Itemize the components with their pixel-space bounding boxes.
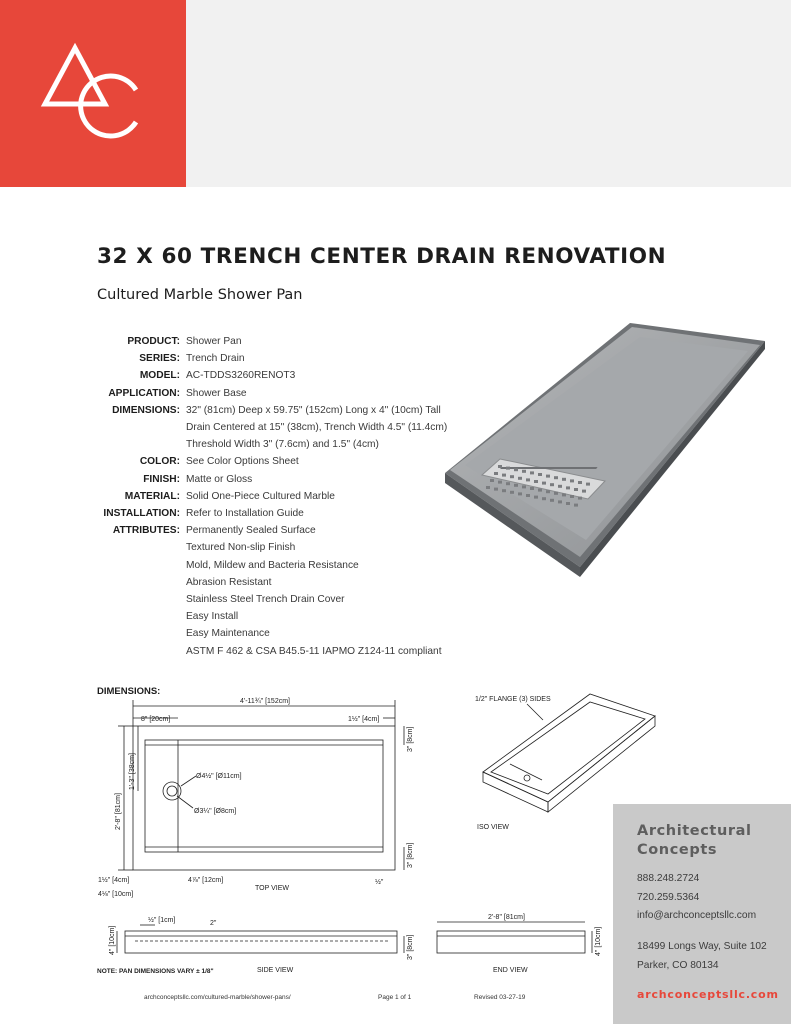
drain-slot [550,483,554,486]
dim-bottom-left-2: 4⅛" [10cm] [98,891,134,898]
spec-label: MATERIAL: [124,490,180,502]
drain-slot [502,489,506,492]
side-dim-top: ½" [1cm] [148,917,176,924]
email-link[interactable]: info@archconceptsllc.com [637,910,757,921]
drain-slot [542,497,546,500]
end-dim-height: 4" [10cm] [595,926,602,956]
drain-slot [498,481,502,484]
drain-slot [562,493,566,496]
drain-slot [530,471,534,474]
drain-slot [490,479,494,482]
drain-slot [498,465,502,468]
drain-slot [510,491,514,494]
phone-2[interactable]: 720.259.5364 [637,891,700,903]
spec-label: INSTALLATION: [103,508,180,520]
footer-revised: Revised 03-27-19 [474,994,526,1001]
spec-value: Permanently Sealed Surface Textured Non-slip Finish Mold, Mildew and Bacteria Resistance Abrasion Resistant Stainless Steel Trench Drain Cover Easy Install Easy Maintenance ASTM F 462 & CSA B45.5-11 IAPMO Z124-11 compliant [186,525,442,657]
side-dim-right: 3" [8cm] [407,934,414,960]
side-view-caption: SIDE VIEW [257,967,294,974]
iso-flange-note: 1/2" FLANGE (3) SIDES [475,696,551,703]
iso-view-outline [483,694,655,802]
dimensions-heading: DIMENSIONS: [97,686,161,697]
spec-label: PRODUCT: [127,336,180,347]
drain-slot [518,492,522,495]
spec-value: Matte or Gloss [186,473,253,485]
dim-overall-length: 4'-11¾" [152cm] [240,698,290,705]
spec-label: APPLICATION: [108,387,180,399]
spec-label: COLOR: [139,456,180,468]
drain-slot [522,485,526,488]
end-view-outline [437,931,585,953]
drain-slot [534,480,538,483]
drain-slot [550,499,554,502]
drain-slot [538,473,542,476]
drain-slot [586,483,590,486]
side-view-outline [125,931,397,953]
dim-drain-outer: Ø4½" [Ø11cm] [196,773,242,780]
drain-slot [510,475,514,478]
drain-slot [558,500,562,503]
dim-drain-center: 1'-3" [38cm] [129,753,136,790]
footer-page: Page 1 of 1 [378,994,412,1001]
drain-slot [486,486,490,489]
dim-left-offset: 8" [20cm] [141,716,171,723]
drain-slot [570,495,574,498]
drain-slot [494,488,498,491]
website-link[interactable]: archconceptsllc.com [637,988,779,1001]
page-subtitle: Cultured Marble Shower Pan [97,287,303,303]
contact-panel [613,804,791,1024]
ac-logo-mark [0,0,186,187]
spec-value: Trench Drain [186,353,245,365]
spec-value: Shower Base [186,387,247,399]
dim-bottom-left-1: 1½" [4cm] [98,877,130,884]
drain-slot [546,490,550,493]
dim-top-threshold: 3" [8cm] [407,726,414,752]
end-dim-width: 2'-8" [81cm] [488,914,525,921]
spec-label: SERIES: [139,353,180,365]
drain-slot [554,476,558,479]
spec-value: See Color Options Sheet [186,456,299,468]
drain-slot [566,486,570,489]
top-view-outline [133,726,395,870]
drain-slot [518,477,522,480]
drain-slot [494,472,498,475]
spec-value: Shower Pan [186,336,242,347]
iso-view-caption: ISO VIEW [477,824,509,831]
drain-slot [570,479,574,482]
drain-slot [506,482,510,485]
drain-slot [574,504,578,507]
drain-slot [526,478,530,481]
drain-slot [522,470,526,473]
spec-label: FINISH: [143,473,180,485]
end-view-caption: END VIEW [493,967,528,974]
dim-drain-inner: Ø3¼" [Ø8cm] [194,808,237,815]
contact-info [637,870,756,926]
drain-slot [514,468,518,471]
product-image [440,315,770,580]
dim-bottom-threshold: 3" [8cm] [407,842,414,868]
drain-slot [542,482,546,485]
spec-value: AC-TDDS3260RENOT3 [186,370,296,382]
side-dim-slope: 2" [210,920,217,927]
drain-slot [502,474,506,477]
logo [0,0,186,187]
footer-url[interactable]: archconceptsllc.com/cultured-marble/shower-pans/ [144,994,291,1001]
dim-bottom-right: ½" [375,879,384,886]
drain-slot [578,497,582,500]
company-name: Architectural Concepts [637,823,752,858]
spec-label: ATTRIBUTES: [112,525,180,537]
spec-label: DIMENSIONS: [112,404,180,416]
phone-1[interactable]: 888.248.2724 [637,873,700,884]
dim-overall-depth: 2'-8" [81cm] [115,793,122,830]
drain-slot [530,487,534,490]
drain-slot [526,494,530,497]
drain-slot [534,496,538,499]
spec-value: 32" (81cm) Deep x 59.75" (152cm) Long x 4" (10cm) Tall Drain Centered at 15" (38cm), Trench Width 4.5" (11.4cm) Threshold Width 3" (7.6cm) and 1.5" (4cm) [186,404,448,451]
drain-slot [546,475,550,478]
drain-slot [574,488,578,491]
drain-slot [566,502,570,505]
dim-trench-width: 4⅞" [12cm] [188,877,224,884]
page-title: 32 X 60 TRENCH CENTER DRAIN RENOVATION [97,244,667,269]
drain-slot [538,489,542,492]
drain-slot [582,490,586,493]
top-view-caption: TOP VIEW [255,885,289,892]
spec-value: Solid One-Piece Cultured Marble [186,490,335,502]
dimension-note: NOTE: PAN DIMENSIONS VARY ± 1/8" [97,968,214,975]
drain-slot [506,467,510,470]
drain-slot [514,484,518,487]
drain-slot [554,492,558,495]
dim-right-flange: 1½" [4cm] [348,716,380,723]
drain-slot [558,485,562,488]
spec-value: Refer to Installation Guide [186,508,304,520]
address: 18499 Longs Way, Suite 102 Parker, CO 80134 [637,941,767,971]
side-dim-left: 4" [10cm] [109,925,116,955]
drain-slot [578,481,582,484]
spec-label: MODEL: [139,370,180,382]
drain-slot [562,478,566,481]
